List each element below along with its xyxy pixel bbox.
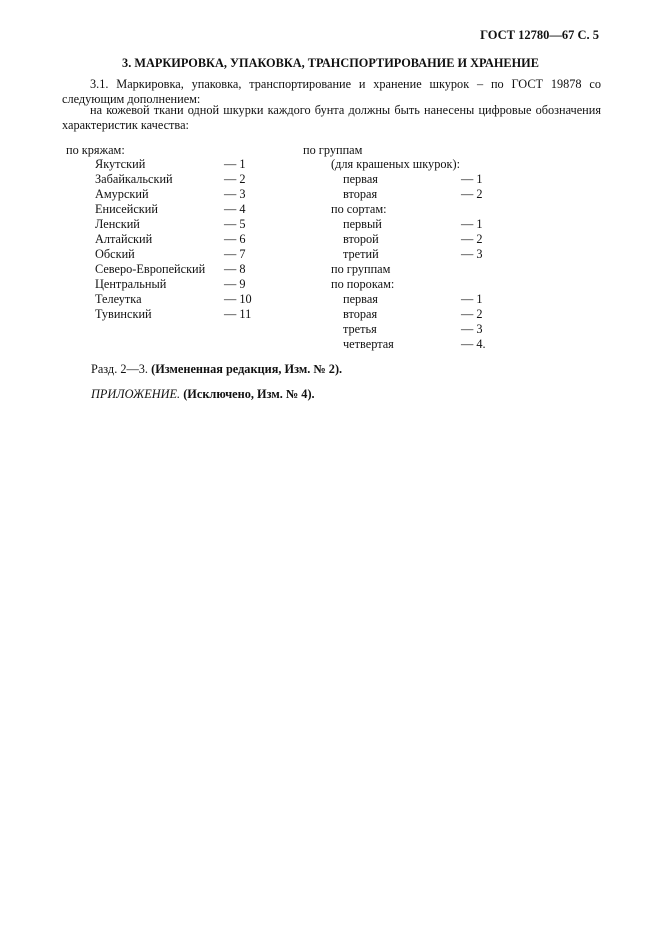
amendment-note [91,362,342,376]
list-item-code: — 1 [461,172,483,186]
list-item-code: — 2 [461,232,483,246]
dyed-heading: (для крашеных шкурок): [331,157,460,171]
list-item-name: первая [343,292,378,306]
list-item-name: третий [343,247,379,261]
amendment-note-text: (Измененная редакция, Изм. № 2). [151,362,343,376]
list-item-code: — 4. [461,337,486,351]
paragraph-marking: на кожевой ткани одной шкурки каждого бунта должны быть нанесены цифровые обозначения характеристик качества: [62,103,601,132]
list-item-code: — 9 [224,277,246,291]
list-item-code: — 3 [224,187,246,201]
list-item-name: вторая [343,187,378,201]
list-item-code: — 6 [224,232,246,246]
list-item-name: первая [343,172,378,186]
paragraph-3-1: 3.1. Маркировка, упаковка, транспортирование и хранение шкурок – по ГОСТ 19878 со следующим дополнением: [62,77,601,106]
list-item-name: Ленский [95,217,140,231]
appendix-note-label: ПРИЛОЖЕНИЕ. [91,387,181,401]
page-header: ГОСТ 12780—67 С. 5 [480,28,599,42]
grades-heading: по сортам: [331,202,387,216]
left-column-heading: по кряжам: [66,143,125,157]
list-item-code: — 3 [461,247,483,261]
list-item-code: — 1 [224,157,246,171]
list-item-code: — 1 [461,292,483,306]
list-item-name: первый [343,217,382,231]
right-column-heading: по группам [303,143,363,157]
list-item-code: — 4 [224,202,246,216]
list-item-code: — 1 [461,217,483,231]
list-item-code: — 8 [224,262,246,276]
list-item-name: Енисейский [95,202,158,216]
list-item-name: четвертая [343,337,394,351]
list-item-name: Северо-Европейский [95,262,206,276]
list-item-code: — 11 [224,307,252,321]
list-item-name: Амурский [95,187,149,201]
list-item-name: Якутский [95,157,146,171]
list-item-code: — 7 [224,247,246,261]
list-item-name: второй [343,232,379,246]
list-item-name: Алтайский [95,232,153,246]
list-item-code: — 2 [461,307,483,321]
appendix-note-text: (Исключено, Изм. № 4). [180,387,315,401]
list-item-name: третья [343,322,377,336]
list-item-code: — 2 [224,172,246,186]
list-item-code: — 10 [224,292,252,306]
list-item-name: Телеутка [95,292,142,306]
section-title: 3. МАРКИРОВКА, УПАКОВКА, ТРАНСПОРТИРОВАНИЕ И ХРАНЕНИЕ [122,56,539,70]
amendment-note-prefix: Разд. 2—3. [91,362,152,376]
list-item-name: Центральный [95,277,167,291]
list-item-name: Забайкальский [95,172,173,186]
list-item-code: — 3 [461,322,483,336]
list-item-name: Тувинский [95,307,152,321]
list-item-name: вторая [343,307,378,321]
list-item-code: — 5 [224,217,246,231]
defects-heading: по порокам: [331,277,395,291]
list-item-code: — 2 [461,187,483,201]
groups-heading: по группам [331,262,391,276]
list-item-name: Обский [95,247,135,261]
appendix-note [91,387,315,401]
